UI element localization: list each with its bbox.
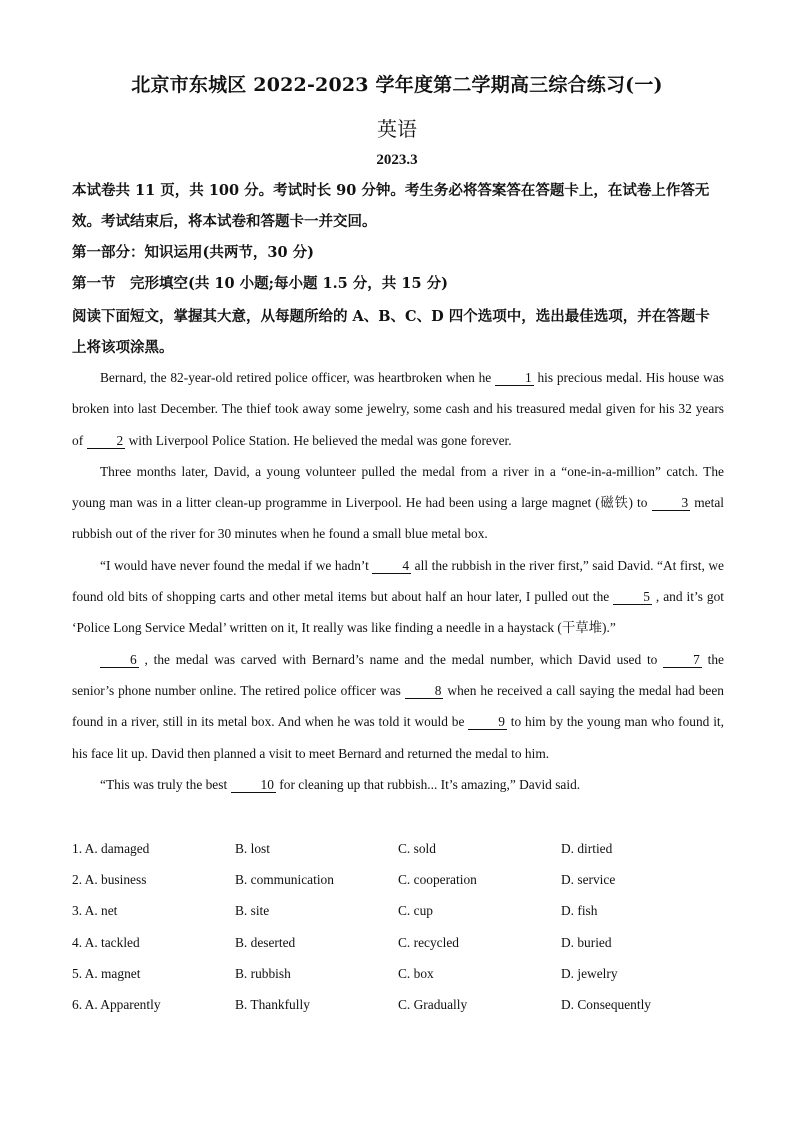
answer-options	[72, 833, 732, 1021]
option-d: D. fish	[561, 903, 598, 919]
blank-5: 5	[613, 589, 652, 605]
passage-paragraph-5	[72, 769, 724, 800]
option-c: C. recycled	[398, 934, 459, 950]
option-c: C. box	[398, 965, 434, 981]
blank-10: 10	[231, 777, 276, 793]
option-d: D. service	[561, 871, 616, 887]
option-a: 2. A. business	[72, 871, 147, 887]
blank-3: 3	[652, 495, 691, 511]
option-b: B. communication	[235, 871, 334, 887]
part-heading: 第一部分：知识运用(共两节，30 分)	[72, 244, 314, 261]
option-c: C. cooperation	[398, 871, 477, 887]
section-heading: 第一节 完形填空(共 10 小题;每小题 1.5 分，共 15 分)	[72, 275, 448, 292]
question-6-options	[72, 989, 732, 1020]
passage-text: metal rubbish out of the river for 30 minutes when he found a small blue metal box.	[72, 495, 724, 542]
passage-text: “I would have never found the medal if we hadn’t	[100, 557, 373, 573]
passage-text: Bernard, the 82-year-old retired police officer, was heartbroken when he	[100, 370, 495, 385]
passage-text: “This was truly the best	[100, 776, 231, 792]
passage-paragraph-4	[72, 644, 724, 769]
passage-text: all the rubbish in the river first,” said David. “At first, we found old bits of shopping carts and other metal items but about half an hour later, I pulled out the	[72, 557, 724, 605]
blank-4: 4	[372, 558, 411, 574]
exam-instructions: 本试卷共 11 页，共 100 分。考试时长 90 分钟。考生务必将答案答在答题卡上，在试卷上作答无效。考试结束后，将本试卷和答题卡一并交回。	[72, 182, 710, 230]
passage-text: his precious medal. His house was broken into last December. The thief took away some jewelry, some cash and his treasured medal given for his 32 years of	[72, 370, 725, 448]
cloze-passage	[72, 362, 724, 800]
option-d: D. jewelry	[561, 965, 618, 981]
passage-text: the senior’s phone number online. The retired police officer was	[72, 651, 724, 698]
passage-paragraph-2	[72, 456, 724, 550]
option-d: D. Consequently	[561, 997, 652, 1013]
option-d: D. dirtied	[561, 840, 613, 856]
option-b: B. deserted	[235, 934, 296, 950]
option-a: 4. A. tackled	[72, 934, 140, 950]
passage-text: with Liverpool Police Station. He believed the medal was gone forever.	[125, 432, 512, 448]
exam-title: 北京市东城区 2022-2023 学年度第二学期高三综合练习(一)	[131, 74, 663, 96]
passage-paragraph-1	[72, 362, 724, 456]
option-a: 1. A. damaged	[72, 840, 150, 856]
blank-1: 1	[495, 370, 534, 386]
option-a: 5. A. magnet	[72, 965, 141, 981]
question-1-options	[72, 833, 732, 864]
passage-text: for cleaning up that rubbish... It’s amazing,” David said.	[275, 776, 581, 792]
option-b: B. lost	[235, 840, 270, 856]
option-a: 6. A. Apparently	[72, 997, 161, 1013]
question-3-options	[72, 896, 732, 927]
passage-text: when he received a call saying the medal had been found in a river, still in its metal box. And when he was told it would be	[72, 682, 724, 730]
question-5-options	[72, 958, 732, 989]
subject-heading: 英语	[377, 117, 417, 141]
option-b: B. site	[235, 903, 270, 919]
passage-text: Three months later, David, a young volunteer pulled the medal from a river in a “one-in-a-million” catch. The young man was in a litter clean-up programme in Liverpool. He had been using a large magnet (磁铁) to	[72, 463, 724, 511]
section-directions: 阅读下面短文，掌握其大意，从每题所给的 A、B、C、D 四个选项中，选出最佳选项，并在答题卡上将该项涂黑。	[72, 308, 710, 356]
question-4-options	[72, 927, 732, 958]
blank-7: 7	[663, 652, 702, 668]
option-c: C. sold	[398, 840, 436, 856]
option-d: D. buried	[561, 934, 612, 950]
blank-6: 6	[100, 652, 139, 668]
option-b: B. Thankfully	[235, 997, 310, 1013]
blank-9: 9	[468, 714, 507, 730]
passage-text: to him by the young man who found it, his face lit up. David then planned a visit to meet Bernard and returned the medal to him.	[72, 714, 724, 761]
blank-2: 2	[87, 433, 126, 449]
question-2-options	[72, 864, 732, 895]
passage-text: , and it’s got ‘Police Long Service Medal’ written on it, It really was like finding a needle in a haystack (干草堆).”	[72, 589, 724, 636]
passage-paragraph-3	[72, 550, 724, 644]
exam-date: 2023.3	[376, 152, 418, 168]
blank-8: 8	[405, 683, 444, 699]
passage-text: , the medal was carved with Bernard’s name and the medal number, which David used to	[138, 651, 664, 667]
option-c: C. cup	[398, 903, 433, 919]
option-a: 3. A. net	[72, 903, 118, 919]
option-b: B. rubbish	[235, 965, 291, 981]
option-c: C. Gradually	[398, 997, 468, 1013]
